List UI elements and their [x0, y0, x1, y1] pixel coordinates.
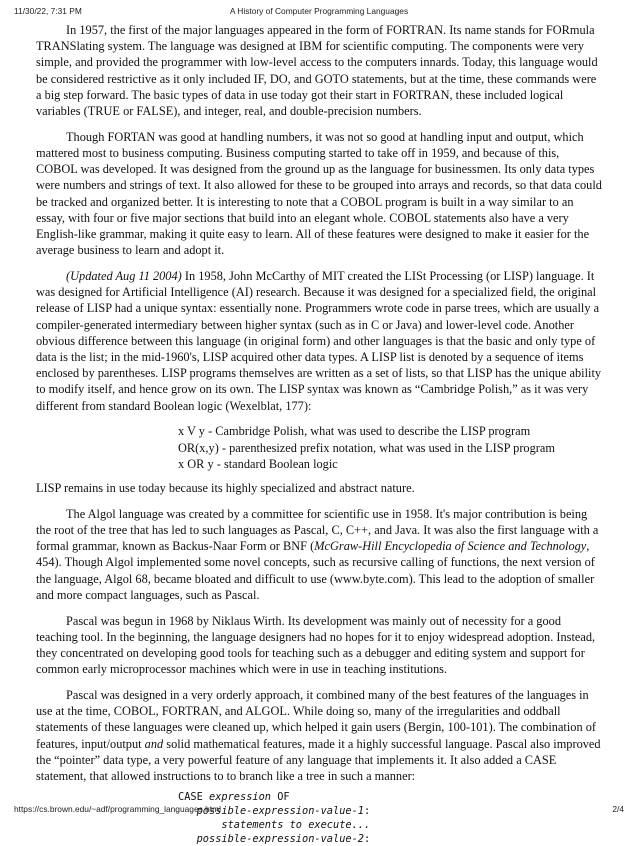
paragraph-cobol: Though FORTAN was good at handling numbers, it was not so good at handling input and output, which mattered most to business computing. Business computing started to take off in 1959, and because of this, COBOL was developed. It was designed from the ground up as the language for businessmen. Its only data types were numbers and strings of text. It also allowed for these to be grouped into arrays and records, so that data could be tracked and organized better. It is interesting to note that a COBOL program is built in a way similar to an essay, with four or five major sections that build into an elegant whole. COBOL statements also have a very English-like grammar, making it quite easy to learn. All of these features were designed to make it easier for the average business to learn and adopt it. [36, 129, 602, 258]
paragraph-fortran: In 1957, the first of the major languages appeared in the form of FORTRAN. Its name stands for FORmula TRANSlating system. The language was designed at IBM for scientific computing. The components were very simple, and provided the programmer with low-level access to the computers innards. Today, this language would be considered restrictive as it only included IF, DO, and GOTO statements, but at the time, these commands were a big step forward. The basic types of data in use today got their start in FORTRAN, these included logical variables (TRUE or FALSE), and integer, real, and double-precision numbers. [36, 23, 598, 119]
paragraph-algol-text-a: The Algol language was created by a committee for scientific use in 1958. It's major contribution is being the root of the tree that has led to such languages as Pascal, C, C++, and Java. It was also the first language with a formal grammar, known as Backus-Naar Form or BNF ( [36, 506, 599, 554]
code-line: CASE expression OF [178, 791, 290, 804]
citation-title: McGraw-Hill Encyclopedia of Science and Technology [314, 539, 587, 554]
emphasis-and: and [144, 736, 164, 751]
example-line: x OR y - standard Boolean logic [178, 456, 338, 471]
update-note: (Updated Aug 11 2004) [66, 269, 182, 284]
case-statement-code [36, 790, 602, 846]
paragraph-pascal-design [36, 687, 602, 784]
print-footer [14, 804, 624, 816]
paragraph-lisp-text: In 1958, John McCarthy of MIT created the LISt Processing (or LISP) language. It was designed for Artificial Intelligence (AI) research. Because it was designed for a specialized field, the original release of LISP had a unique syntax: essentially none. Programmers wrote code in parse trees, which are usually a compiler-generated intermediary between higher syntax (such as in C or Java) and lower-level code. Another obvious difference between this language (in original form) and other languages is that the basic and only type of data is the list; in the mid-1960's, LISP acquired other data types. A LISP list is denoted by a sequence of items enclosed by parentheses. LISP programs themselves are written as a set of lists, so that LISP has the unique ability to modify itself, and hence grow on its own. The LISP syntax was known as “Cambridge Polish,” as it was very different from standard Boolean logic (Wexelblat, 177): [36, 269, 602, 413]
page-number: 2/4 [612, 804, 624, 814]
print-header [14, 6, 624, 18]
code-line: possible-expression-value-2: [196, 833, 371, 846]
lisp-notation-examples [36, 423, 602, 472]
paragraph-algol-text-b: , 454). Though Algol implemented some novel concepts, such as recursive calling of functions, the next version of the language, Algol 68, became bloated and difficult to use (www.byte.com). This lead to the adoption of smaller and more compact languages, such as Pascal. [36, 539, 595, 602]
paragraph-algol [36, 506, 602, 603]
code-line: statements to execute... [221, 819, 371, 832]
document-title: A History of Computer Programming Languages [229, 6, 409, 16]
paragraph-pascal-text-b: solid mathematical features, made it a highly successful language. Pascal also improved the “pointer” data type, a very powerful feature of any language that implements it. It also added a CASE statement, that allowed instructions to to branch like a tree in such a manner: [36, 736, 601, 784]
code-line: possible-expression-value-1: [196, 805, 371, 818]
paragraph-lisp-today: LISP remains in use today because its highly specialized and abstract nature. [36, 481, 415, 496]
example-line: x V y - Cambridge Polish, what was used to describe the LISP program [178, 424, 531, 439]
paragraph-lisp [36, 268, 602, 414]
paragraph-pascal-text-a: Pascal was designed in a very orderly approach, it combined many of the best features of the languages in use at the time, COBOL, FORTRAN, and ALGOL. While doing so, many of the irregularities and oddball statements of these languages were cleaned up, which helped it gain users (Bergin, 100-101). The combination of features, input/output [36, 688, 596, 751]
article-body [36, 22, 602, 846]
page-url: https://cs.brown.edu/~adf/programming_languages.html [14, 804, 221, 814]
paragraph-pascal-origin: Pascal was begun in 1968 by Niklaus Wirth. Its development was mainly out of necessity for a good teaching tool. In the beginning, the language designers had no hopes for it to enjoy widespread adoption. Instead, they concentrated on developing good tools for teaching such as a debugger and editing system and support for common early microprocessor machines which were in use in teaching institutions. [36, 613, 596, 677]
print-datetime: 11/30/22, 7:31 PM [14, 6, 82, 16]
example-line: OR(x,y) - parenthesized prefix notation, what was used in the LISP program [178, 440, 555, 455]
